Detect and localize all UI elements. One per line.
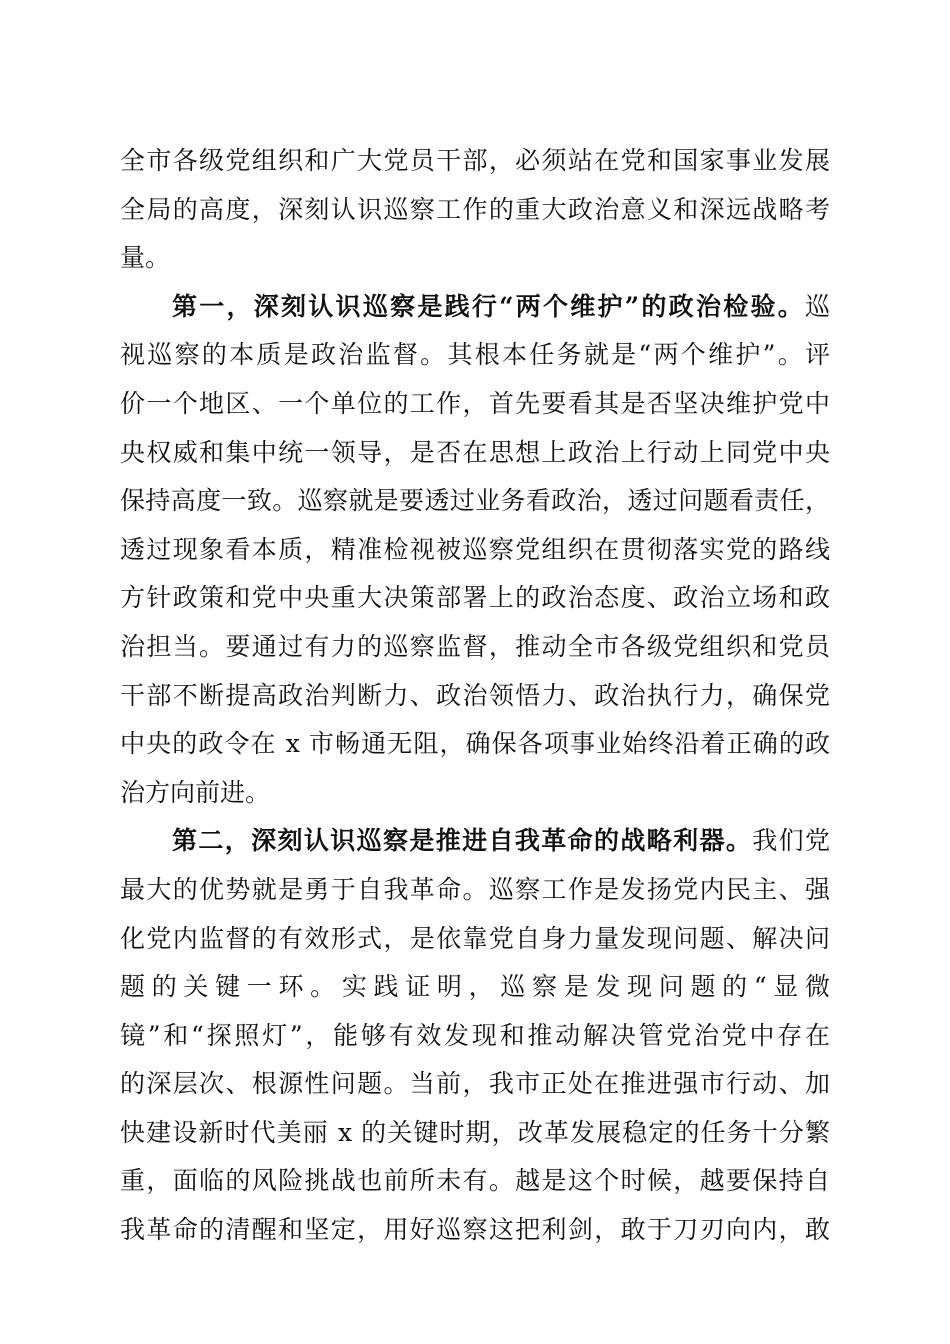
text-line: 化党内监督的有效形式，是依靠党自身力量发现问题、解决问 xyxy=(120,923,830,953)
section-heading: 第一，深刻认识巡察是践行“两个维护”的政治检验。 xyxy=(172,291,805,321)
text-line: 中央的政令在 x 市畅通无阻，确保各项事业始终沿着正确的政 xyxy=(120,729,830,759)
text-line: 视巡察的本质是政治监督。其根本任务就是“两个维护”。评 xyxy=(120,340,830,370)
text-line: 重，面临的风险挑战也前所未有。越是这个时候，越要保持自 xyxy=(120,1166,830,1196)
text-line: 央权威和集中统一领导，是否在思想上政治上行动上同党中央 xyxy=(120,437,830,467)
paragraph xyxy=(120,137,830,283)
text-line: 题的关键一环。实践证明，巡察是发现问题的“显微 xyxy=(120,972,830,1002)
text-line: 全市各级党组织和广大党员干部，必须站在党和国家事业发展 xyxy=(120,146,830,175)
paragraph xyxy=(120,817,830,1254)
text-line: 价一个地区、一个单位的工作，首先要看其是否坚决维护党中 xyxy=(120,388,830,418)
text-fragment: 巡 xyxy=(804,291,830,321)
text-fragment: 我们党 xyxy=(752,826,830,856)
text-line: 量。 xyxy=(120,243,171,273)
text-line: 保持高度一致。巡察就是要透过业务看政治，透过问题看责任， xyxy=(120,486,830,516)
text-line: 方针政策和党中央重大决策部署上的政治态度、政治立场和政 xyxy=(120,583,830,613)
text-line: 最大的优势就是勇于自我革命。巡察工作是发扬党内民主、强 xyxy=(120,874,830,904)
text-line xyxy=(120,283,830,332)
body-text xyxy=(120,137,830,1255)
text-line: 全局的高度，深刻认识巡察工作的重大政治意义和深远战略考 xyxy=(120,194,830,224)
text-line: 治方向前进。 xyxy=(120,777,271,807)
text-line: 镜”和“探照灯”，能够有效发现和推动解决管党治党中存在 xyxy=(120,1020,830,1050)
text-line: 干部不断提高政治判断力、政治领悟力、政治执行力，确保党 xyxy=(120,680,830,710)
section-heading: 第二，深刻认识巡察是推进自我革命的战略利器。 xyxy=(172,826,753,856)
paragraph xyxy=(120,283,830,818)
text-line xyxy=(120,817,830,866)
text-line: 的深层次、根源性问题。当前，我市正处在推进强市行动、加 xyxy=(120,1069,830,1099)
text-line: 我革命的清醒和坚定，用好巡察这把利剑，敢于刀刃向内，敢 xyxy=(120,1215,830,1245)
text-line: 治担当。要通过有力的巡察监督，推动全市各级党组织和党员 xyxy=(120,631,830,661)
text-line: 快建设新时代美丽 x 的关键时期，改革发展稳定的任务十分繁 xyxy=(120,1117,830,1147)
text-line: 透过现象看本质，精准检视被巡察党组织在贯彻落实党的路线 xyxy=(120,534,830,564)
